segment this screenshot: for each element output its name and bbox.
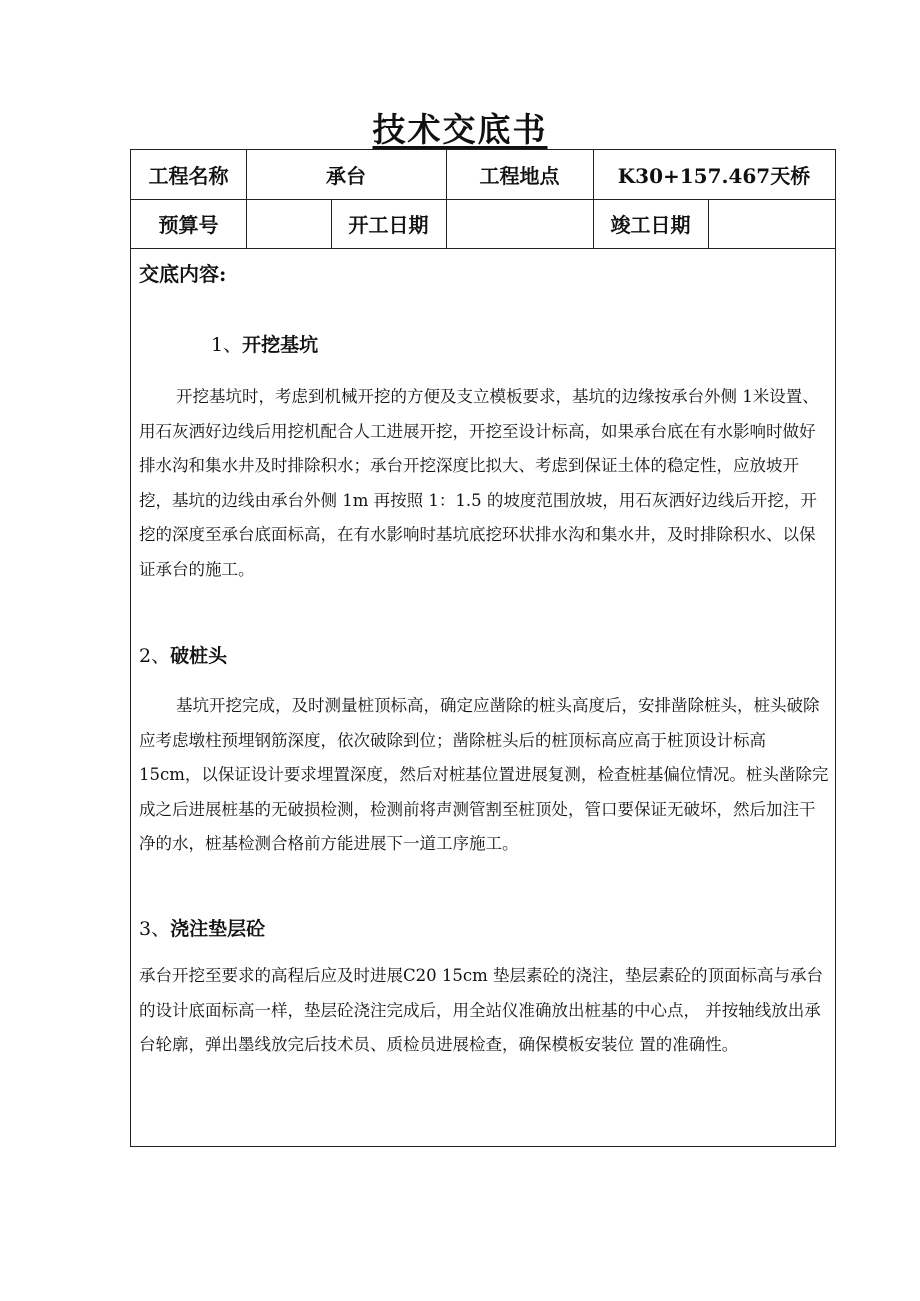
section-2-number: 2、 (139, 645, 171, 667)
finish-date-value (708, 199, 835, 248)
section-3-heading (139, 914, 265, 941)
content-label: 交底内容: (139, 262, 227, 286)
section-3-title: 浇注垫层砼 (170, 918, 266, 940)
location-value: K30+157.467天桥 (617, 164, 811, 188)
location-label: 工程地点 (479, 164, 560, 188)
section-1-title: 开挖基坑 (242, 334, 319, 356)
document-title: 技术交底书 (372, 110, 548, 149)
start-date-label: 开工日期 (348, 213, 429, 237)
disclosure-table (130, 149, 836, 1147)
section-2-heading (139, 641, 227, 668)
start-date-value (446, 199, 593, 248)
header-row-1 (131, 150, 835, 200)
project-name-value: 承台 (326, 164, 366, 188)
budget-value (246, 199, 331, 248)
section-1-heading (211, 330, 318, 357)
section-2-title: 破桩头 (170, 645, 228, 667)
section-1-number: 1、 (211, 334, 243, 356)
section-3-number: 3、 (139, 918, 171, 940)
section-2-body: 基坑开挖完成，及时测量桩顶标高，确定应凿除的桩头高度后，安排凿除桩头，桩头破除应考虑墩柱预埋钢筋深度，依次破除到位；凿除桩头后的桩顶标高应高于桩顶设计标高 15cm，以保证设计要求埋置深度，然后对桩基位置进展复测，检查桩基偏位情况。桩头凿除完成之后进展桩基的无破损检测，检测前将声测管割至桩顶处，管口要保证无破坏，然后加注干净的水，桩基检测合格前方能进展下一道工序施工。 (139, 696, 829, 853)
finish-date-label: 竣工日期 (610, 213, 691, 237)
project-name-label: 工程名称 (148, 164, 229, 188)
section-3-body: 承台开挖至要求的高程后应及时进展C20 15cm 垫层素砼的浇注，垫层素砼的顶面标高与承台的设计底面标高一样，垫层砼浇注完成后，用全站仪准确放出桩基的中心点， 并按轴线放出承台轮廓，弹出墨线放完后技术员、质检员进展检查，确保模板安装位 置的准确性。 (139, 966, 823, 1054)
section-1-body: 开挖基坑时，考虑到机械开挖的方便及支立模板要求，基坑的边缘按承台外侧 1米设置、用石灰洒好边线后用挖机配合人工进展开挖，开挖至设计标高，如果承台底在有水影响时做好排水沟和集水井及时排除积水；承台开挖深度比拟大、考虑到保证土体的稳定性，应放坡开挖，基坑的边线由承台外侧 1m 再按照 1：1.5 的坡度范围放坡，用石灰洒好边线后开挖，开挖的深度至承台底面标高，在有水影响时基坑底挖环状排水沟和集水井，及时排除积水、以保证承台的施工。 (139, 387, 819, 579)
budget-label: 预算号 (158, 213, 219, 237)
header-row-2 (131, 199, 835, 249)
